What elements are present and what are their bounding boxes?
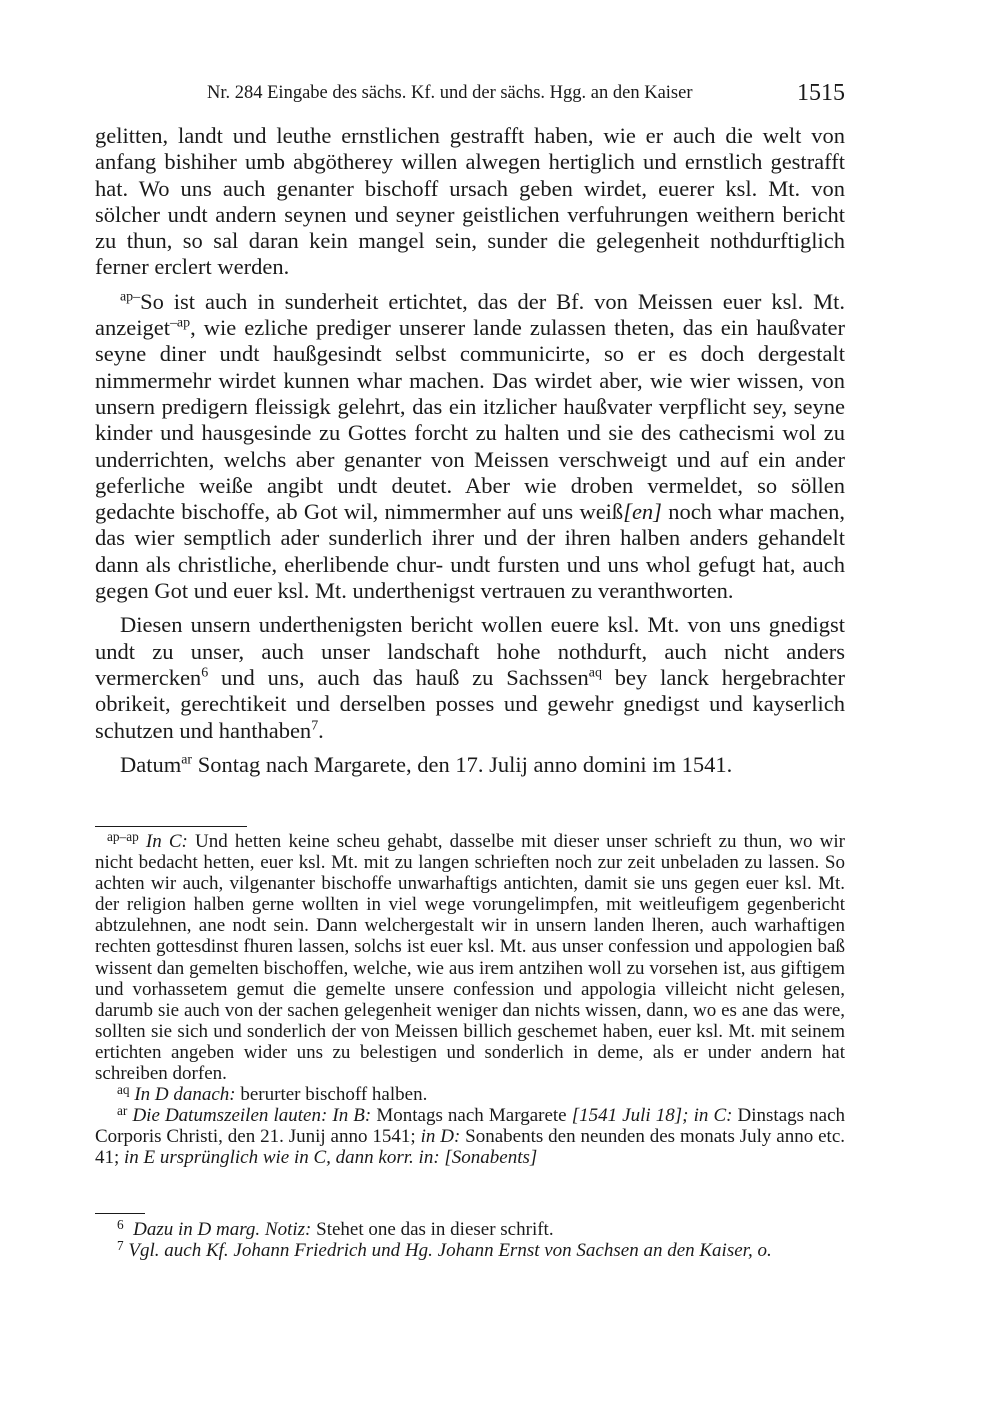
footnotes: [95, 1219, 845, 1261]
paragraph-3-text-c: bey lanck hergebrachter obrikeit, gerechtikeit und derselben posses und gewehr gnedigst und kayserlich schutzen und hanthaben: [95, 664, 846, 743]
footnote-6-text: Stehet one das in dieser schrift.: [311, 1219, 554, 1240]
apparatus-note-ar: [95, 1105, 845, 1168]
footnote-7: [95, 1240, 845, 1261]
apparatus-label-aq: aq: [117, 1082, 130, 1098]
apparatus-ar-source-4: in E ursprünglich wie in C, dann korr. in: [Sonabents]: [124, 1147, 538, 1169]
paragraph-3-text-b: und uns, auch das hauß zu Sachssen: [208, 664, 589, 690]
apparatus-note-aq: [95, 1084, 845, 1105]
footnote-ref-6: 6: [201, 665, 209, 681]
apparatus-aq-source: In D danach:: [134, 1084, 236, 1106]
apparatus-mark-ar: ar: [181, 752, 193, 768]
paragraph-2-text-a: So ist auch in sunderheit ertichtet, das der Bf. von Meissen euer ksl. Mt. anzeiget: [95, 288, 845, 341]
apparatus-ar-text-1: Montags nach Margarete: [371, 1105, 572, 1127]
apparatus-ar-text-3: Sonabents den neunden des monats July anno etc. 41;: [95, 1126, 846, 1169]
apparatus-ap-text: Und hetten keine scheu gehabt, dasselbe mit dieser unser schrieft zu thun, wo wir nicht bedacht hetten, euer ksl. Mt. mit zu langen schrieften noch zur zeit unbeladen zu lassen. So achten wir auch, vilgenanter bischoffe unwarhaftigs antichten, damit sie uns gegen euer ksl. Mt. der religion halben gerne wollten in viel wege vorungelimpfen, mit weitleufigem gegenbericht abtzulehnen, ane nodt sein. Dann welchergestalt wir in unsern landen lheren, auch warhaftigen rechten gottesdinst fhuren lassen, solchs ist euer ksl. Mt. aus unser confession und appologien baß wissent dan gemelten bischoffen, welche, wie aus irem antzihen woll zu vorsehen ist, aus giftigem und vorhassetem gemut die gemelte unsere confession und appologia villeicht nicht gelesen, darumb sie auch von der sachen gelegenheit weniger dan nichts wissen, dann, wo es ane das were, sollten sie sich und sonderlich der von Meissen billich geschemet haben, euer ksl. Mt. mit seinem ertichten angeben wider uns zu belestigen und sonderlich in deme, als er under andern hat schreiben dorfen.: [95, 831, 846, 1085]
apparatus-note-ap: [95, 831, 845, 1084]
main-text: [95, 123, 845, 778]
running-header: [95, 80, 845, 110]
apparatus-label-ap: ap–ap: [107, 829, 139, 845]
footnote-label-6: 6: [117, 1217, 124, 1233]
apparatus-ar-source-3: in D:: [420, 1126, 461, 1148]
editorial-emendation: [en]: [623, 499, 662, 525]
dating-line: [95, 752, 845, 778]
paragraph-3: [95, 612, 845, 743]
page-number: 1515: [797, 80, 845, 106]
apparatus-separator: [95, 826, 247, 827]
footnote-6: [95, 1219, 845, 1240]
running-title: Nr. 284 Eingabe des sächs. Kf. und der sächs. Hgg. an den Kaiser: [207, 83, 693, 103]
dating-word: Datum: [120, 751, 182, 777]
apparatus-mark-ap-open: ap–: [120, 289, 141, 305]
apparatus-ar-source-2: [1541 Juli 18]; in C:: [571, 1105, 733, 1127]
paragraph-1: gelitten, landt und leuthe ernstlichen gestrafft haben, wie er auch die welt von anfang bishiher umb abgötherey willen alwegen hertiglich und ernstlich gestrafft hat. Wo uns auch genanter bischoff ursach geben wirdet, euerer ksl. Mt. von sölcher undt andern seynen und seyner geistlichen verfuhrungen weithern bericht zu thun, so sal daran kein mangel sein, sunder die gelegenheit nothdurftiglich ferner erclert werden.: [95, 123, 845, 280]
apparatus-mark-ap-close: –ap: [169, 315, 191, 331]
critical-apparatus: [95, 831, 845, 1169]
paragraph-3-text-d: .: [318, 717, 324, 743]
apparatus-ap-source: In C:: [145, 831, 188, 852]
paragraph-2-text-b: , wie ezliche prediger unserer lande zulassen theten, das ein haußvater seyne diner undt haußgesindt selbst communicirte, so er es doch dergestalt nimmermehr wirdet kunnen whar machen. Das wirdet aber, wie wier wissen, von unsern predigern fleissigk gelehrt, das ein itzlicher haußvater verpflicht sey, seyne kinder und hausgesinde zu Gottes forcht zu halten und sie des cathecismi wol zu underrichten, welchs aber genanter von Meissen verschweigt und auf ein ander geferliche weiße angibt undt deutet. Aber wie droben vermeldet, so söllen gedachte bischoffe, ab Got wil, nimmermher auf uns weiß: [95, 315, 845, 525]
footnote-ref-7: 7: [311, 717, 319, 733]
apparatus-ar-source-1: Die Datumszeilen lauten: In B:: [132, 1105, 372, 1127]
apparatus-ar-text-2: Dinstags nach Corporis Christi, den 21. Junij anno 1541;: [95, 1105, 845, 1148]
dating-text: Sontag nach Margarete, den 17. Julij anno domini im 1541.: [192, 751, 733, 777]
footnote-separator: [95, 1213, 145, 1214]
paragraph-2: [95, 289, 845, 605]
footnote-7-text: Vgl. auch Kf. Johann Friedrich und Hg. Johann Ernst von Sachsen an den Kaiser, o.: [128, 1240, 772, 1262]
apparatus-aq-text: berurter bischoff halben.: [235, 1084, 428, 1106]
apparatus-label-ar: ar: [117, 1103, 128, 1119]
paragraph-3-text-a: Diesen unsern underthenigsten bericht wollen euere ksl. Mt. von uns gnedigst undt zu unser, auch unser landschaft hohe nothdurft, auch nicht anders vermercken: [95, 612, 845, 690]
apparatus-mark-aq: aq: [588, 665, 602, 681]
paragraph-2-text-c: noch whar machen, das wier semptlich ader sunderlich ihrer und der ihren halben anders gehandelt dann als christliche, eherlibende chur- undt fursten und uns whol gefugt hat, auch gegen Got und euer ksl. Mt. underthenigst vertrauen zu veranthworten.: [95, 499, 845, 604]
footnote-label-7: 7: [117, 1238, 124, 1254]
footnote-6-source: Dazu in D marg. Notiz:: [133, 1219, 312, 1240]
